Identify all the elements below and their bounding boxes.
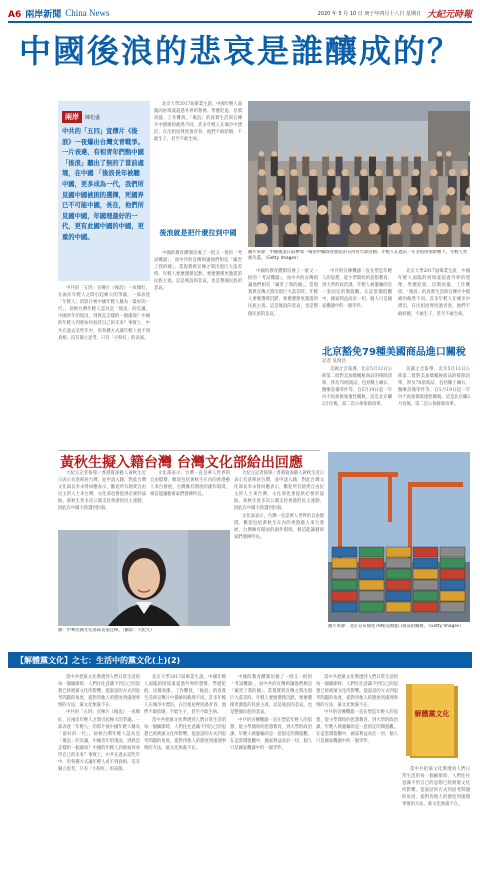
shipping-container — [413, 569, 438, 579]
port-photo — [328, 452, 470, 622]
article-text: 大紀元記者報導／香港資深藝人黃秋生近日表示有意移居台灣，並申請入籍，對此台灣文化部長李永得回應表示，歡迎所有熱愛自由民主的人士來台灣，文化部也會提供必要的協助。黃秋生曾多次公開支持香港的民主運動，因此在中國大陸遭到封殺。 — [234, 471, 324, 512]
article-column-2 — [154, 101, 242, 226]
pedestrian-head — [333, 187, 341, 195]
masthead — [8, 6, 472, 20]
shipping-container — [386, 580, 411, 590]
shipping-container — [386, 547, 411, 557]
shipping-container — [440, 569, 465, 579]
pedestrian-head — [258, 169, 265, 176]
shipping-container — [440, 591, 465, 601]
pedestrian-figure — [336, 157, 343, 177]
series-title: 【解體黨文化】之七：生活中的黨文化(上)(2) — [16, 655, 181, 665]
section-en: China News — [65, 8, 110, 18]
article-text: 中國的教育體制培養了一批又一批的「考試機器」，而中共的宣傳則讓他們相信「厲害了我的國」。當現實與宣傳之間出現巨大落差時，年輕人要麼選擇沉默，要麼選擇更激進的民族主義。這是後浪的悲哀，也是整個民族的悲哀。 — [230, 675, 312, 716]
shipping-container — [332, 602, 357, 612]
pedestrian-head — [358, 205, 368, 215]
pedestrian-head — [424, 187, 432, 195]
pedestrian-head — [390, 223, 401, 234]
article-column-2b — [154, 250, 242, 445]
shipping-container — [413, 602, 438, 612]
pedestrian-head — [412, 169, 419, 176]
pedestrian-figure — [283, 234, 297, 247]
article-text: 當中共把黨文化滲透到人們日常生活的每一個細節時，人們往往意識不到自己的思想已經被黨文化所影響。從說話的方式到思考問題的角度，從對待他人的態度到處理事情的方法，黨文化無處不在。 — [144, 717, 226, 751]
article-text: 北京大學2017屆畢業生說，中國年輕人面臨的困境遠超過外界的想像。學歷貶值、房價高漲、工作難找，「後浪」的真實生活與宣傳片中描繪的截然不同。許多年輕人在城市中漂泊，在出租屋裡度過青春，他們不敢結婚，不敢生子，甚至不敢生病。 — [144, 675, 226, 716]
pedestrian-head — [280, 205, 290, 215]
pedestrian-head — [368, 223, 379, 234]
main-headline: 中國後浪的悲哀是誰釀成的？ — [18, 32, 461, 70]
shipping-container — [413, 591, 438, 601]
pedestrian-head — [290, 169, 297, 176]
pedestrian-head — [387, 187, 395, 195]
pedestrian-head — [259, 187, 267, 195]
pedestrian-head — [290, 151, 296, 157]
tsai-portrait-photo — [58, 530, 230, 626]
pedestrian-head — [401, 205, 411, 215]
pedestrian-head — [461, 169, 468, 176]
pedestrian-head — [261, 205, 271, 215]
pedestrian-figure — [302, 157, 309, 177]
shipping-container — [413, 547, 438, 557]
article-text: 當中共把黨文化滲透到人們日常生活的每一個細節時，人們往往意識不到自己的思想已經被黨文化所影響。從說話的方式到思考問題的角度，從對待他人的態度到處理事情的方法，黨文化無處不在。 — [316, 675, 398, 709]
article-text: 北京大學2017屆畢業生說，中國年輕人面臨的困境遠超過外界的想像。學歷貶值、房價高漲、工作難找，「後浪」的真實生活與宣傳片中描繪的截然不同。許多年輕人在城市中漂泊，在出租屋裡度過青春，他們不敢結婚，不敢生子，甚至不敢生病。 — [154, 102, 242, 143]
page-number: A6 — [8, 9, 22, 20]
article-text: 文化部表示，台灣一直是華人世界的自由燈塔，歡迎包括黃秋生在內的香港藝人來台發展，台灣擁有開放的創作環境，相信能讓藝術家們發揮所長。 — [150, 471, 230, 498]
pedestrian-head — [285, 223, 296, 234]
trade-column-1 — [322, 366, 392, 446]
article-text: 美國之音報導，北京5月12日公佈第二批對美加徵關稅商品的排除清單，涉及79項商品，包括稀土礦石、醫療設備零件等，自5月19日起一年內不再加徵報復性關稅。這是北京繼2月份後，第二次公佈排除清單。 — [322, 367, 392, 408]
article-text: 當中共把黨文化滲透到人們日常生活的每一個細節時，人們往往意識不到自己的思想已經被黨文化所影響。從說話的方式到思考問題的角度，從對待他人的態度到處理事情的方法，黨文化無處不在。 — [58, 675, 140, 709]
pedestrian-head — [355, 151, 361, 157]
pedestrian-figure — [389, 234, 403, 247]
shipping-container — [413, 580, 438, 590]
article-text: 中共的「五四」宣傳片《後浪》一夜爆紅，在兩岸年輕人之間引起極大的爭議。一部表達「年輕人」的影片被中國年輕人稱為「最好的一代」，卻被台灣年輕人認為是「後浪」的反諷，中國青年的現況，到底是怎樣的一個處境？中國的年輕人到底如何看待自己的未來？事實上，中共在過去這些年中，用各種方式讓年輕人看不到真相，沒有獨立思考，只有「小粉紅」的表演。 — [58, 286, 150, 341]
shipping-container — [332, 591, 357, 601]
shipping-container — [440, 558, 465, 568]
pedestrian-head — [298, 187, 306, 195]
pedestrian-head — [318, 205, 328, 215]
pedestrian-figure — [401, 157, 408, 177]
article-text: 中共的宣傳機器一直在塑造年輕人的思想，從小學開始的思想教育，到大學的政治課，年輕人被灌輸的是一套固定的價值觀。在這套價值觀中，國家利益高於一切，個人只是國家機器中的一個零件。 — [230, 717, 312, 751]
shipping-container — [359, 580, 384, 590]
pedestrian-figure — [410, 234, 424, 247]
pedestrian-head — [351, 187, 359, 195]
series-column-1 — [58, 674, 140, 864]
pedestrian-figure — [468, 157, 470, 177]
shipping-container — [359, 558, 384, 568]
pedestrian-head — [271, 151, 277, 157]
pedestrian-head — [370, 151, 376, 157]
article-column-3 — [248, 268, 318, 446]
pedestrian-head — [376, 205, 386, 215]
pedestrian-head — [341, 169, 348, 176]
commentary-tag: 兩岸 — [62, 111, 82, 123]
article-text: 中共的宣傳機器一直在塑造年輕人的思想，從小學開始的思想教育，到大學的政治課，年輕人被灌輸的是一套固定的價值觀。在這套價值觀中，國家利益高於一切，個人只是國家機器中的一個零件。 — [316, 710, 398, 744]
pedestrian-head — [446, 151, 452, 157]
shipping-container — [386, 591, 411, 601]
section-label — [8, 7, 61, 20]
shipping-container — [386, 558, 411, 568]
pedestrian-head — [277, 169, 284, 176]
section-divider — [58, 450, 320, 451]
pedestrian-head — [430, 169, 437, 176]
commentary-lead: 中共的「五四」宣傳片《後浪》一夜爆出台灣文青戰爭。一片表達、有相青年們熱中國「後浪」聽出了無的了當前處境，在中國 「後浪長年被聽中國，更多成為一代，我們所見國中國被困的選擇，死國界已不可能中國，長在，他們所見國中國，年國理最好的一代，更有此國中國的中國，更重的中國。 — [62, 128, 144, 241]
article-text: 中國的教育體制培養了一批又一批的「考試機器」，而中共的宣傳則讓他們相信「厲害了我的國」。當現實與宣傳之間出現巨大落差時，年輕人要麼選擇沉默，要麼選擇更激進的民族主義。這是後浪的悲哀，也是整個民族的悲哀。 — [154, 251, 242, 292]
pedestrian-head — [328, 169, 335, 176]
pedestrian-head — [449, 169, 456, 176]
shipping-container — [359, 569, 384, 579]
article-text: 美國之音報導，北京5月12日公佈第二批對美加徵關稅商品的排除清單，涉及79項商品，包括稀土礦石、醫療設備零件等，自5月19日起一年內不再加徵報復性關稅。這是北京繼2月份後，第二次公佈排除清單。 — [398, 367, 470, 408]
pedestrian-head — [393, 169, 400, 176]
tsai-column-1 — [58, 470, 146, 528]
shipping-container — [332, 569, 357, 579]
pedestrian-head — [256, 223, 267, 234]
pedestrian-head — [402, 151, 408, 157]
shipping-container — [332, 580, 357, 590]
date-line: 2020 年 5 月 10 日 庚子年四月十八日 星期日 — [317, 10, 421, 17]
pedestrian-head — [360, 169, 367, 176]
tsai-column-2 — [150, 470, 230, 528]
pedestrian-figure — [309, 176, 318, 201]
svg-text:解體黨文化: 解體黨文化 — [414, 710, 450, 718]
article-column-5 — [398, 268, 470, 338]
series-column-5 — [402, 766, 470, 864]
commentary-author: 陳松盛 — [85, 115, 101, 121]
pedestrian-figure — [348, 234, 362, 247]
shipping-container — [386, 569, 411, 579]
shipping-container — [440, 580, 465, 590]
pedestrian-head — [300, 223, 311, 234]
article-text: 中共的宣傳機器一直在塑造年輕人的思想，從小學開始的思想教育，到大學的政治課，年輕人被灌輸的是一套固定的價值觀。在這套價值觀中，國家利益高於一切，個人只是國家機器中的一個零件。 — [322, 269, 392, 310]
shipping-container — [359, 547, 384, 557]
book-cover-image — [402, 682, 464, 762]
pedestrian-head — [437, 223, 448, 234]
series-column-3 — [230, 674, 312, 864]
pedestrian-head — [370, 187, 378, 195]
pedestrian-head — [441, 205, 451, 215]
shipping-container — [440, 547, 465, 557]
pedestrian-head — [415, 151, 421, 157]
article-text: 當中共把黨文化滲透到人們日常生活的每一個細節時，人們往往意識不到自己的思想已經被黨文化所影響。從說話的方式到思考問題的角度，從對待他人的態度到處理事情的方法，黨文化無處不在。 — [402, 767, 470, 808]
shipping-container — [359, 591, 384, 601]
top-rule — [8, 21, 472, 23]
pedestrian-head — [447, 187, 455, 195]
pedestrian-figure — [255, 234, 269, 247]
series-band — [8, 652, 472, 668]
port-caption: 圖片來源：北京宣布豁免79種美國進口商品的關稅。（Getty Images） — [328, 624, 464, 629]
series-column-2 — [144, 674, 226, 864]
crowd-photo-caption: 圖片來源：中國後浪日前參加一場由中國政府發起的五四青年節活動；年輕人在過去一年多因疫情影響下，年輕人更加失落。（Getty Images） — [248, 250, 468, 261]
article-text: 中國的教育體制培養了一批又一批的「考試機器」，而中共的宣傳則讓他們相信「厲害了我的國」。當現實與宣傳之間出現巨大落差時，年輕人要麼選擇沉默，要麼選擇更激進的民族主義。這是後浪的悲哀，也是整個民族的悲哀。 — [248, 269, 318, 317]
pedestrian-head — [350, 223, 361, 234]
pedestrian-head — [298, 205, 308, 215]
pedestrian-figure — [386, 157, 393, 177]
article-column-1 — [58, 285, 150, 445]
paper-logo: 大紀元時報 — [426, 9, 472, 20]
article-subhead: 後浪就是把什麼拉到中國 — [159, 229, 237, 237]
pedestrian-head — [259, 151, 265, 157]
pedestrian-head — [387, 151, 393, 157]
tsai-title: 黃秋生擬入籍台灣 台灣文化部給出回應 — [60, 455, 303, 471]
article-text: 北京大學2017屆畢業生說，中國年輕人面臨的困境遠超過外界的想像。學歷貶值、房價高漲、工作難找，「後浪」的真實生活與宣傳片中描繪的截然不同。許多年輕人在城市中漂泊，在出租屋裡度過青春，他們不敢結婚，不敢生子，甚至不敢生病。 — [398, 269, 470, 317]
tsai-caption: 圖：中華民國文化部部長張宜樺。（攝影：大紀元） — [58, 628, 155, 633]
pedestrian-figure — [271, 157, 278, 177]
pedestrian-figure — [369, 157, 376, 177]
pedestrian-figure — [367, 234, 381, 247]
shipping-container — [332, 558, 357, 568]
trade-byline: 記者 吳瑞昌 — [322, 359, 346, 364]
pedestrian-figure — [436, 234, 450, 247]
pedestrian-head — [310, 169, 317, 176]
article-text: 大紀元記者報導／香港資深藝人黃秋生近日表示有意移居台灣，並申請入籍，對此台灣文化部長李永得回應表示，歡迎所有熱愛自由民主的人士來台灣，文化部也會提供必要的協助。黃秋生曾多次公開支持香港的民主運動，因此在中國大陸遭到封殺。 — [58, 471, 146, 512]
article-text: 文化部表示，台灣一直是華人世界的自由燈塔，歡迎包括黃秋生在內的香港藝人來台發展，台灣擁有開放的創作環境，相信能讓藝術家們發揮所長。 — [234, 513, 324, 540]
shipping-container — [413, 558, 438, 568]
pedestrian-head — [318, 187, 326, 195]
shipping-container — [386, 602, 411, 612]
series-column-4 — [316, 674, 398, 864]
pedestrian-figure — [461, 234, 470, 247]
pedestrian-figure — [326, 234, 340, 247]
shipping-container — [440, 602, 465, 612]
pedestrian-figure — [299, 234, 313, 247]
pedestrian-head — [417, 205, 427, 215]
pedestrian-head — [336, 151, 342, 157]
crowd-photo — [248, 101, 470, 247]
tsai-column-3 — [234, 470, 324, 636]
article-text: 中共的「五四」宣傳片《後浪》一夜爆紅，在兩岸年輕人之間引起極大的爭議。一部表達「年輕人」的影片被中國年輕人稱為「最好的一代」，卻被台灣年輕人認為是「後浪」的反諷，中國青年的現況，到底是怎樣的一個處境？中國的年輕人到底如何看待自己的未來？事實上，中共在過去這些年中，用各種方式讓年輕人看不到真相，沒有獨立思考，只有「小粉紅」的表演。 — [58, 710, 140, 773]
pedestrian-head — [323, 151, 329, 157]
commentary-box — [58, 101, 150, 281]
trade-title: 北京豁免79種美國商品進口關稅 — [322, 347, 466, 358]
pedestrian-head — [341, 205, 351, 215]
shipping-container — [332, 547, 357, 557]
shipping-container — [359, 602, 384, 612]
pedestrian-head — [303, 151, 309, 157]
pedestrian-head — [328, 223, 339, 234]
pedestrian-head — [437, 151, 443, 157]
section-cn: 兩岸新聞 — [25, 9, 62, 20]
pedestrian-head — [375, 169, 382, 176]
pedestrian-head — [411, 223, 422, 234]
trade-column-2 — [398, 366, 470, 446]
pedestrian-head — [409, 187, 417, 195]
pedestrian-head — [274, 187, 282, 195]
